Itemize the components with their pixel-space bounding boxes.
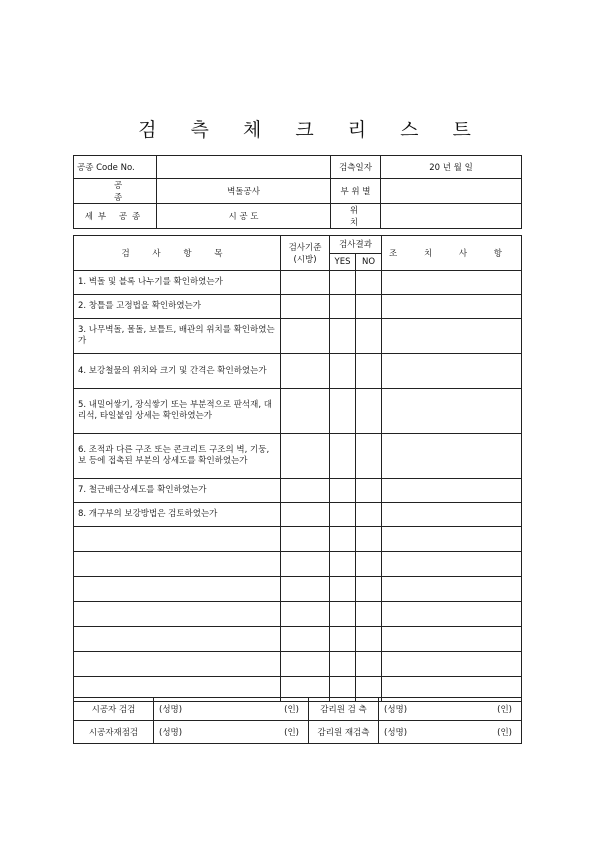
checklist-item-text (74, 552, 281, 577)
col-yes-header: YES (330, 253, 356, 271)
checklist-no-cell[interactable] (356, 354, 382, 389)
checklist-action-cell[interactable] (382, 627, 522, 652)
seal-label: (인) (284, 705, 299, 715)
contractor-inspect-label: 시공자 검검 (74, 698, 154, 721)
checklist-yes-cell[interactable] (330, 602, 356, 627)
checklist-item-text (74, 652, 281, 677)
checklist-row (74, 602, 522, 627)
checklist-standard-cell[interactable] (281, 434, 330, 479)
location-value[interactable] (381, 204, 522, 229)
checklist-yes-cell[interactable] (330, 479, 356, 503)
checklist-action-cell[interactable] (382, 527, 522, 552)
checklist-action-cell[interactable] (382, 319, 522, 354)
checklist-yes-cell[interactable] (330, 627, 356, 652)
checklist-action-cell[interactable] (382, 652, 522, 677)
col-result-header: 검사결과 (330, 236, 382, 254)
checklist-no-cell[interactable] (356, 527, 382, 552)
checklist-no-cell[interactable] (356, 577, 382, 602)
checklist-standard-cell[interactable] (281, 527, 330, 552)
checklist-standard-cell[interactable] (281, 552, 330, 577)
checklist-action-cell[interactable] (382, 271, 522, 295)
checklist-yes-cell[interactable] (330, 354, 356, 389)
checklist-action-cell[interactable] (382, 479, 522, 503)
checklist-item-text (74, 627, 281, 652)
supervisor-inspect-signature[interactable] (379, 698, 522, 721)
checklist-no-cell[interactable] (356, 602, 382, 627)
detail-label: 세부 공종 (74, 204, 157, 229)
checklist-row (74, 271, 522, 295)
checklist-standard-cell[interactable] (281, 627, 330, 652)
checklist-row (74, 434, 522, 479)
checklist-standard-cell[interactable] (281, 479, 330, 503)
part-label: 부 위 별 (331, 179, 381, 204)
checklist-yes-cell[interactable] (330, 319, 356, 354)
checklist-standard-cell[interactable] (281, 389, 330, 434)
checklist-row (74, 295, 522, 319)
checklist-yes-cell[interactable] (330, 577, 356, 602)
checklist-row (74, 652, 522, 677)
checklist-action-cell[interactable] (382, 552, 522, 577)
checklist-no-cell[interactable] (356, 503, 382, 527)
checklist-standard-cell[interactable] (281, 271, 330, 295)
checklist-yes-cell[interactable] (330, 434, 356, 479)
checklist-row (74, 552, 522, 577)
checklist-action-cell[interactable] (382, 389, 522, 434)
checklist-standard-cell[interactable] (281, 577, 330, 602)
contractor-reinspect-signature[interactable] (154, 721, 309, 744)
contractor-inspect-signature[interactable] (154, 698, 309, 721)
checklist-row (74, 319, 522, 354)
checklist-action-cell[interactable] (382, 434, 522, 479)
checklist-action-cell[interactable] (382, 354, 522, 389)
checklist-table (73, 235, 522, 702)
checklist-row (74, 503, 522, 527)
work-label: 공 종 (74, 179, 157, 204)
checklist-standard-cell[interactable] (281, 319, 330, 354)
checklist-yes-cell[interactable] (330, 295, 356, 319)
checklist-standard-cell[interactable] (281, 295, 330, 319)
checklist-item-text: 4. 보강철물의 위치와 크기 및 간격은 확인하였는가 (74, 354, 281, 389)
supervisor-reinspect-label: 감리원 재검측 (309, 721, 379, 744)
checklist-row (74, 354, 522, 389)
checklist-yes-cell[interactable] (330, 271, 356, 295)
checklist-yes-cell[interactable] (330, 527, 356, 552)
checklist-yes-cell[interactable] (330, 552, 356, 577)
date-value[interactable]: 20 년 월 일 (381, 156, 522, 179)
date-label: 검측일자 (331, 156, 381, 179)
col-no-header: NO (356, 253, 382, 271)
checklist-no-cell[interactable] (356, 434, 382, 479)
col-standard-line1: 검사기준 (288, 243, 322, 253)
seal-label: (인) (284, 728, 299, 738)
checklist-row (74, 627, 522, 652)
signature-table (73, 697, 522, 744)
checklist-no-cell[interactable] (356, 652, 382, 677)
checklist-standard-cell[interactable] (281, 602, 330, 627)
checklist-yes-cell[interactable] (330, 652, 356, 677)
checklist-item-text: 3. 나무벽돌, 몰돌, 보틀트, 배관의 위치를 확인하였는가 (74, 319, 281, 354)
seal-label: (인) (497, 705, 512, 715)
name-label: (성명) (159, 728, 183, 738)
col-item-header: 검 사 항 목 (74, 236, 281, 271)
checklist-action-cell[interactable] (382, 602, 522, 627)
checklist-action-cell[interactable] (382, 577, 522, 602)
checklist-standard-cell[interactable] (281, 652, 330, 677)
checklist-no-cell[interactable] (356, 479, 382, 503)
col-standard-line2: (시방) (293, 255, 317, 265)
detail-value[interactable]: 시 공 도 (157, 204, 331, 229)
page-title: 검 측 체 크 리 스 트 (138, 119, 485, 141)
checklist-item-text (74, 527, 281, 552)
checklist-no-cell[interactable] (356, 295, 382, 319)
col-standard-header (281, 236, 330, 271)
checklist-item-text (74, 602, 281, 627)
name-label: (성명) (384, 728, 408, 738)
code-label: 공종 Code No. (74, 156, 157, 179)
checklist-no-cell[interactable] (356, 389, 382, 434)
checklist-standard-cell[interactable] (281, 354, 330, 389)
checklist-item-text: 1. 벽돌 및 블록 나누기를 확인하였는가 (74, 271, 281, 295)
checklist-row (74, 577, 522, 602)
name-label: (성명) (159, 705, 183, 715)
supervisor-reinspect-signature[interactable] (379, 721, 522, 744)
checklist-item-text: 6. 조적과 다른 구조 또는 콘크리트 구조의 벽, 기둥, 보 등에 접촉된 부분의 상세도를 확인하였는가 (74, 434, 281, 479)
checklist-action-cell[interactable] (382, 503, 522, 527)
header-info-table (73, 155, 522, 229)
checklist-item-text: 8. 개구부의 보강방법은 검토하였는가 (74, 503, 281, 527)
col-action-header: 조 치 사 항 (382, 236, 522, 271)
checklist-no-cell[interactable] (356, 627, 382, 652)
checklist-item-text: 5. 내밀어쌓기, 장식쌓기 또는 부분적으로 판석재, 대리석, 타일붙임 상세는 확인하였는가 (74, 389, 281, 434)
seal-label: (인) (497, 728, 512, 738)
checklist-row (74, 389, 522, 434)
checklist-row (74, 479, 522, 503)
checklist-item-text: 2. 창틀를 고정법을 확인하였는가 (74, 295, 281, 319)
checklist-no-cell[interactable] (356, 552, 382, 577)
checklist-action-cell[interactable] (382, 295, 522, 319)
checklist-row (74, 527, 522, 552)
checklist-no-cell[interactable] (356, 319, 382, 354)
checklist-standard-cell[interactable] (281, 503, 330, 527)
contractor-reinspect-label: 시공자재점검 (74, 721, 154, 744)
checklist-yes-cell[interactable] (330, 389, 356, 434)
supervisor-inspect-label: 감리원 검 측 (309, 698, 379, 721)
checklist-no-cell[interactable] (356, 271, 382, 295)
name-label: (성명) (384, 705, 408, 715)
location-label: 위 치 (331, 204, 381, 229)
checklist-item-text (74, 577, 281, 602)
part-value[interactable] (381, 179, 522, 204)
code-value[interactable] (157, 156, 331, 179)
checklist-item-text: 7. 철근배근상세도를 확인하였는가 (74, 479, 281, 503)
work-value[interactable]: 벽돌공사 (157, 179, 331, 204)
checklist-yes-cell[interactable] (330, 503, 356, 527)
